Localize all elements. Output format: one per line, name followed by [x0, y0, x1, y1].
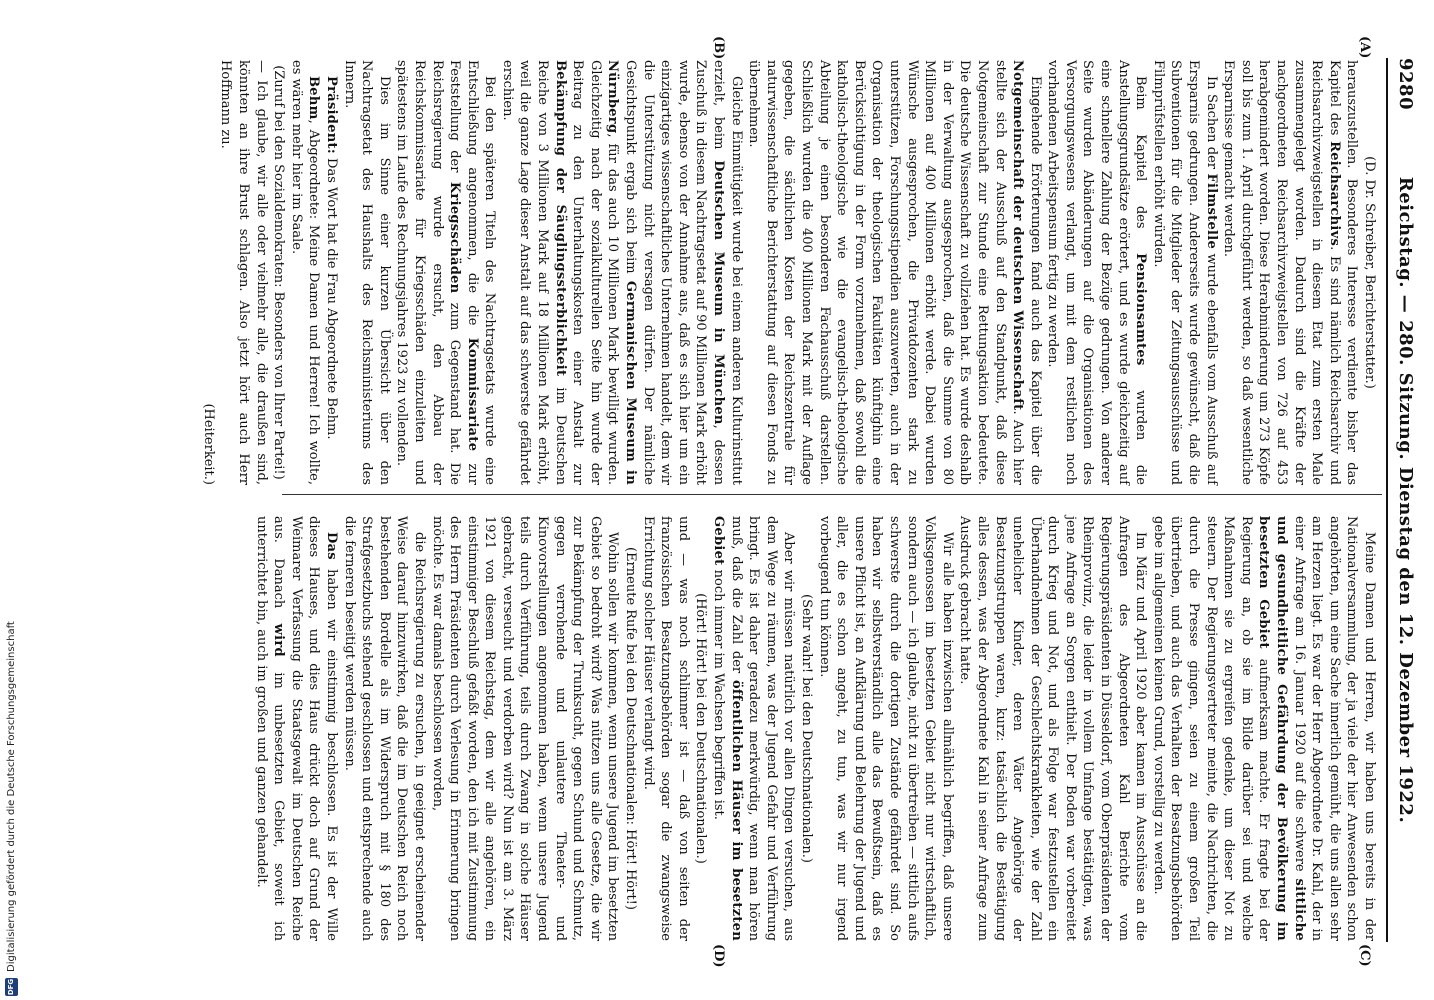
running-head	[1390, 58, 1420, 942]
margin-marker-a: (A)	[1357, 36, 1372, 59]
right-column	[238, 516, 1378, 941]
page-number: 9280	[1395, 58, 1416, 111]
left-column-paragraph: (D. Dr. Schreiber, Berichterstatter.)	[1362, 156, 1377, 389]
right-column-paragraph: Im März und April 1920 aber kamen im Ausschüsse an die Anfragen des Abgeordneten Kahl Berichte vom Regierungspräsidenten in Düsseldorf, vom Oberpräsidenten der Rheinprovinz, die leider in vollem Umfange bestätigten, was jene Anfrage an Sorgen enthielt. Der Boden war vorbereitet durch Krieg und Not, und als Folge war festzustellen ein Überhandnehmen der Geschlechtskrankheiten, wie der Zahl unehelicher Kinder, deren Väter Angehörige der Besatzungstruppen waren, kurz: tatsächlich die Bestätigung alles dessen, was der Abgeordnete Kahl in seiner Anfrage zum Ausdruck gebracht hatte.	[957, 516, 1149, 941]
running-head-title: Reichstag. — 280. Sitzung. Dienstag den 12. Dezember 1922.	[1395, 176, 1416, 824]
left-column-paragraph: Eingehende Erörterungen fand auch das Kapitel über die Notgemeinschaft der deutschen Wissenschaft. Auch hier stellte sich der Ausschuß auf den Standpunkt, daß diese Notgemeinschaft zur Stunde eine Rettungsaktion bedeutete. Die deutsche Wissenschaft zu vollziehen hat. Es wurde deshalb in der Verwaltung ausgesprochen, daß die Summe von 80 Millionen auf 400 Millionen erhöht werde. Dabei wurden Wünsche ausgesprochen, die Privatdozenten stark zu unterstützen, Forschungsstipendien auszuwerten, auch in der Organisation der theologischen Fakultäten künftighin eine Berücksichtigung in der Form vorzunehmen, daß sowohl die katholisch-theologische wie die evangelisch-theologische Abteilung je einen besonderen Fachausschuß darstellen. Schließlich wurden die 400 Millionen Mark mit der Auflage gegeben, die sächlichen Kosten der Reichszentrale für naturwissenschaftliche Berichterstattung auf diesen Fonds zu übernehmen.	[746, 60, 1043, 485]
right-column-paragraph: Wir alle haben inzwischen allmählich begriffen, daß unsere Volksgenossen im besetzten Gebiet nicht nur wirtschaftlich, sondern auch — ich glaube, nicht zu übertreiben — sittlich aufs schwerste durch die dortigen Zustände gefährdet sind. So haben wir selbstverständlich alle das Bewußtsein, daß es unsere Pflicht ist, an Aufklärung und Belehrung der Jugend und aller, die es schon angeht, zu tun, was wir nur irgend vorbeugend tun können.	[816, 516, 955, 941]
margin-marker-d: (D)	[711, 944, 726, 968]
right-column-paragraph: Wohin sollen wir kommen, wenn unsere Jugend im besetzten Gebiet so bedroht wird? Was nützen uns alle Gesetze, die wir zur Bekämpfung der Trunksucht, gegen Schund und Schmutz, gegen verrohende und unlautere Theater- und Kinovorstellungen angenommen haben, wenn unsere Jugend teils durch Verführung, teils durch Zwang in solche Häuser gebracht, verseucht und verdorben wird? Nun ist am 3. März 1921 von diesem Reichstag, dem wir alle angehören, ein einstimmiger Beschluß gefaßt worden, den ich mit Zustimmung des Herrn Präsidenten durch Verlesung in Erinnerung bringen möchte. Es war damals beschlossen worden,	[429, 516, 621, 941]
right-column-paragraph: (Sehr wahr! bei den Deutschnationalen.)	[799, 594, 814, 863]
left-column-paragraph: Bei den späteren Titeln des Nachtragsetats wurde eine Entschließung angenommen, die die Kommissariate zur Feststellung der Kriegsschäden zum Gegenstand hat. Die Reichsregierung wurde ersucht, den Abbau der Reichskommissariate für Kriegsschäden einzuleiten und spätestens im Laufe des Rechnungsjahres 1923 zu vollenden.	[394, 60, 498, 485]
right-column-paragraph: Das haben wir einstimmig beschlossen. Es ist der Wille dieses Hauses, und dies Haus drückt doch auf Grund der Weimarer Verfassung die Staatsgewalt im Deutschen Reiche aus. Danach wird im unbesetzten Gebiet, soweit ich unterrichtet bin, auch im großen und ganzen gehandelt.	[253, 516, 339, 941]
dfg-logo: DFG	[5, 978, 18, 996]
left-column-paragraph: Gleiche Einmütigkeit wurde bei einem anderen Kulturinstitut erzielt, beim Deutschen Museum in München, dessen Zuschuß in diesem Nachtragsetat auf 90 Millionen Mark erhöht wurde, ebenso von der Annahme aus, daß es sich hier um ein einzigartiges wissenschaftliches Unternehmen handelt, dem wir die Unterstützung nicht versagen dürfen. Der nämliche Gesichtspunkt ergab sich beim Germanischen Museum in Nürnberg, für das auch 10 Millionen Mark bewilligt wurden. Gleichzeitig nach der sozialkulturellen Seite hin wurde der Beitrag zu den Unterhaltungskosten einer Anstalt zur Bekämpfung der Säuglingssterblichkeit im Deutschen Reiche von 3 Millionen Mark auf 18 Millionen Mark erhöht, weil die ganze Lage dieser Anstalt auf das schwerste gefährdet erschien.	[499, 60, 744, 485]
right-column-paragraph: (Hört! Hört! bei den Deutschnationalen.)	[693, 593, 709, 864]
left-column-paragraph: Präsident: Das Wort hat die Frau Abgeordnete Behm.	[323, 76, 339, 440]
left-column-paragraph: herauszustellen. Besonderes Interesse verdiente bisher das Kapitel des Reichsarchivs. Es sind nämlich Reichsarchiv und Reichsarchivzweigstellen in diesem Etat zum ersten Male zusammengelegt worden. Dadurch sind die Kräfte der nachgeordneten Reichsarchivzweigstellen von 726 auf 453 herabgemindert worden. Diese Herabminderung um 273 Köpfe soll bis zum 1. April durchgeführt werden, so daß wesentliche Ersparnisse gemacht werden.	[1221, 60, 1360, 485]
right-column-paragraph: und — was noch schlimmer ist — daß von seiten der französischen Besatzungsbehörden sogar die zwangsweise Errichtung solcher Häuser verlangt wird.	[640, 516, 691, 941]
margin-marker-c: (C)	[1357, 944, 1372, 967]
column-divider	[282, 494, 1382, 495]
left-column-paragraph: Dies im Sinne einer kurzen Übersicht über den Nachtragsetat des Haushalts des Reichsministeriums des Innern.	[341, 60, 392, 485]
left-column-paragraph: (Heiterkeit.)	[200, 403, 216, 485]
right-column-paragraph: (Erneute Rufe bei den Deutschnationalen: Hört! Hört!)	[623, 547, 639, 910]
left-column-paragraph: (Zuruf bei den Sozialdemokraten: Besonders von Ihrer Partei!)	[271, 65, 287, 480]
left-column-paragraph: Behm, Abgeordnete: Meine Damen und Herren! Ich wollte, es wären mehr hier im Saale.	[288, 60, 322, 485]
right-column-paragraph: Aber wir müssen natürlich vor allen Dingen versuchen, aus dem Wege zu räumen, was der Jugend Gefahr und Verführung bringt. Es ist daher geradezu merkwürdig, wenn man hören muß, daß die Zahl der öffentlichen Häuser im besetzten Gebiet noch immer im Wachsen begriffen ist.	[711, 516, 797, 941]
header-rule	[1386, 58, 1388, 942]
left-column-paragraph: — Ich glaube, wir alle oder vielmehr alle, die draußen sind, könnten an ihre Brust schlagen. Also jetzt hört auch Herr Hoffmann zu.	[218, 60, 269, 485]
digitization-credit: Digitalisierung gefördert durch die Deutsche Forschungsgemeinschaft	[6, 621, 17, 972]
right-column-paragraph: Meine Damen und Herren, wir haben uns bereits in der Nationalversammlung, der ja viele der hier Anwesenden schon angehörten, um eine Sache innerlich gemüht, die uns allen sehr am Herzen liegt. Es war der Herr Abgeordnete Dr. Kahl, der in einer Anfrage am 16. Januar 1920 auf die schwere sittliche und gesundheitliche Gefährdung der Bevölkerung im besetzten Gebiet aufmerksam machte. Er fragte bei der Regierung an, ob sie im Bilde darüber sei und welche Maßnahmen sie zu ergreifen gedenke, um dieser Not zu steuern. Der Regierungsvertreter meinte, die Nachrichten, die durch die Presse gingen, seien zu einem großen Teil übertrieben, und auch das Verhalten der Besatzungsbehörden gebe im allgemeinen keinen Grund, vorstellig zu werden.	[1150, 516, 1377, 941]
left-column-paragraph: In Sachen der Filmstelle wurde ebenfalls vom Ausschuß auf Ersparnis gedrungen. Andererseits wurde gewünscht, daß die Subventionen für die Mitglieder der Zeitungsausschüsse und Filmprüfstellen erhöht würden.	[1150, 60, 1219, 485]
margin-marker-b: (B)	[711, 36, 726, 60]
left-column	[200, 60, 1378, 485]
right-column-paragraph: die Reichsregierung zu ersuchen, in geeignet erscheinender Weise darauf hinzuwirken, daß die im Deutschen Reich noch bestehenden Bordelle als im Widerspruch mit § 180 des Strafgesetzbuchs stehend geschlossen und entsprechende auch die ferneren beseitigt werden müssen.	[341, 516, 427, 941]
left-column-paragraph: Beim Kapitel des Pensionsamtes wurden die Anstellungsgrundsätze erörtert, und es wurde gleichzeitig auf eine schnellere Zahlung der Bezüge gedrungen. Von anderer Seite wurden Abänderungen auf die Organisationen des Versorgungswesens verlangt, um mit dem restlichen noch vorhandenen Arbeitspensum fertig zu werden.	[1045, 60, 1149, 485]
